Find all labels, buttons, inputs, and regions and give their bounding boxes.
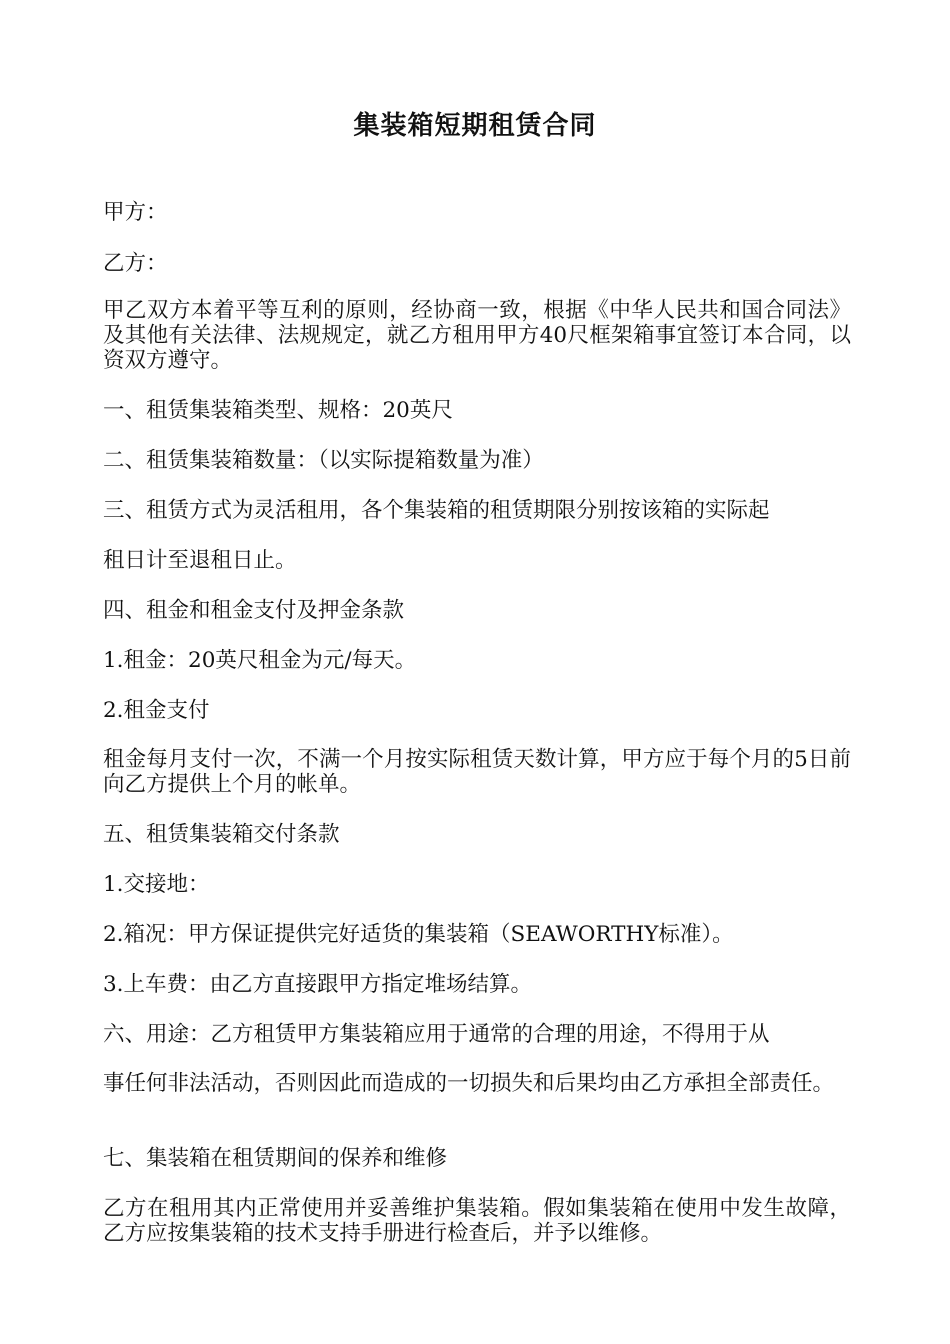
- clause-3-continuation: 租日计至退租日止。: [103, 548, 297, 573]
- clause-2-quantity: 二、租赁集装箱数量：（以实际提箱数量为准）: [103, 448, 544, 473]
- clause-5-item-1-handover: 1.交接地：: [103, 872, 210, 897]
- clause-5-heading: 五、租赁集装箱交付条款: [103, 822, 340, 847]
- clause-5-item-2-condition: 2.箱况：甲方保证提供完好适货的集装箱（SEAWORTHY标准）。: [103, 922, 734, 947]
- clause-3-lease-method: 三、租赁方式为灵活租用，各个集装箱的租赁期限分别按该箱的实际起: [103, 498, 770, 523]
- preamble-paragraph: 甲乙双方本着平等互利的原则，经协商一致，根据《中华人民共和国合同法》及其他有关法律、法规规定，就乙方租用甲方40尺框架箱事宜签订本合同，以资双方遵守。: [103, 298, 851, 373]
- clause-7-heading: 七、集装箱在租赁期间的保养和维修: [103, 1146, 448, 1171]
- clause-1-type-spec: 一、租赁集装箱类型、规格：20英尺: [103, 398, 453, 423]
- clause-6-continuation: 事任何非法活动，否则因此而造成的一切损失和后果均由乙方承担全部责任。: [103, 1071, 835, 1096]
- clause-4-heading: 四、租金和租金支付及押金条款: [103, 598, 405, 623]
- clause-6-usage: 六、用途：乙方租赁甲方集装箱应用于通常的合理的用途，不得用于从: [103, 1022, 770, 1047]
- clause-4-item-1-rent: 1.租金：20英尺租金为元/每天。: [103, 648, 417, 673]
- party-b-line: 乙方：: [103, 251, 168, 276]
- payment-paragraph: 租金每月支付一次，不满一个月按实际租赁天数计算，甲方应于每个月的5日前向乙方提供上个月的帐单。: [103, 747, 851, 797]
- maintenance-paragraph: 乙方在租用其内正常使用并妥善维护集装箱。假如集装箱在使用中发生故障，乙方应按集装箱的技术支持手册进行检查后，并予以维修。: [103, 1196, 851, 1246]
- document-title: 集装箱短期租赁合同: [353, 111, 597, 141]
- party-a-line: 甲方：: [103, 200, 168, 225]
- clause-5-item-3-loading-fee: 3.上车费：由乙方直接跟甲方指定堆场结算。: [103, 972, 533, 997]
- clause-4-item-2-payment: 2.租金支付: [103, 698, 210, 723]
